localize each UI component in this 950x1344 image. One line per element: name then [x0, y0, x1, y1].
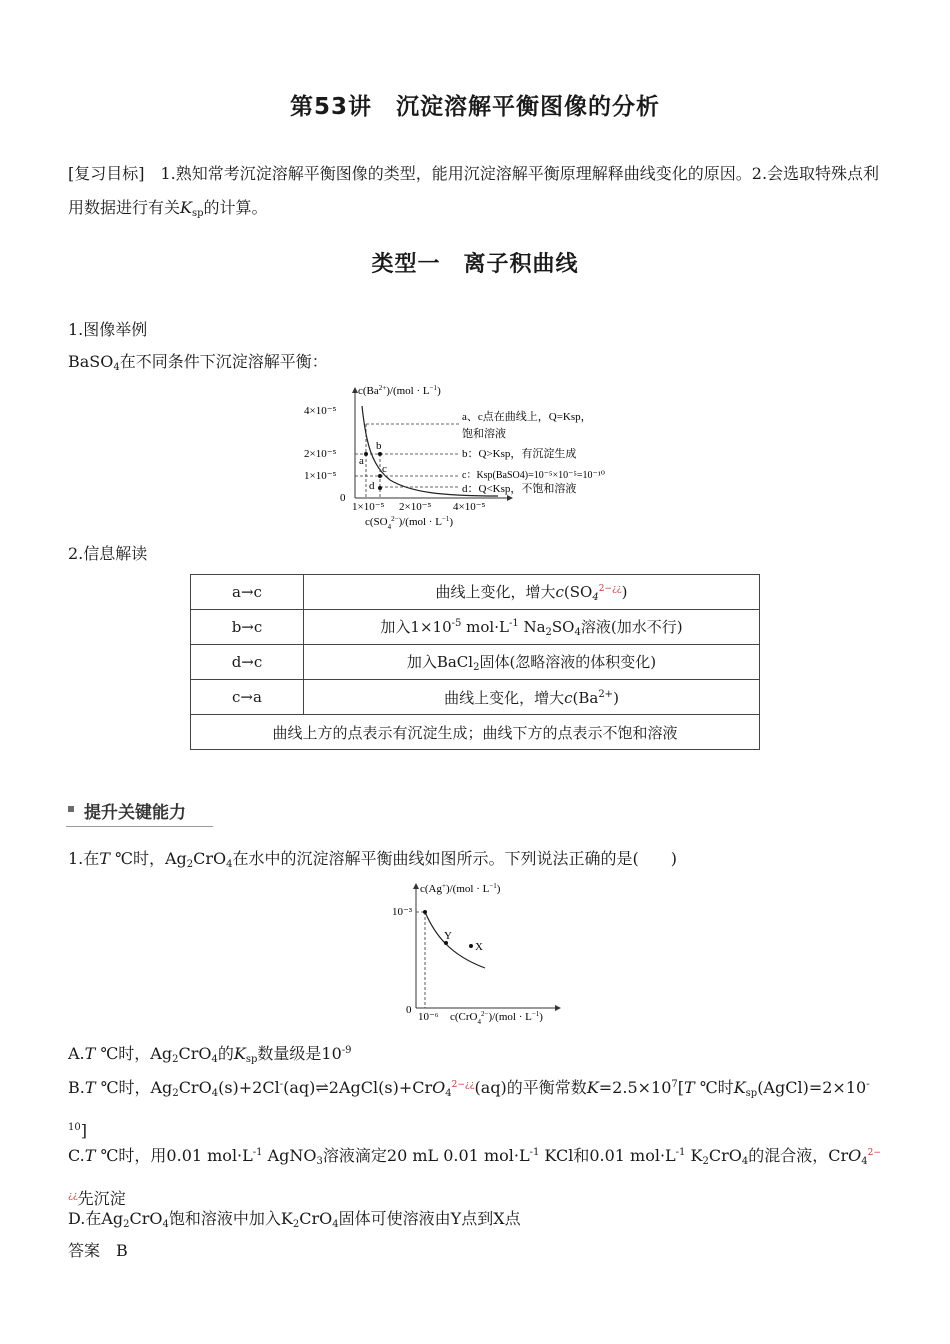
chart2-ylabel: $c(Ag^+)/(mol \cdot L^{-1})$ [420, 882, 501, 895]
answer-line [68, 1234, 883, 1268]
option-c: C.T ℃时，用0.01 $mol\cdot L^{-1}$ AgNO$_3$溶液滴定20 mL 0.01 $mol\cdot L^{-1}$ KCl和0.01 $mol\cdot L^{-1}$ $K_2CrO_4$的混合液，CrO$_4^{2-¿¿}$先沉淀 [68, 1146, 881, 1208]
answer-value: B [116, 1241, 128, 1260]
subheading-example: 1.图像举例 [68, 320, 148, 339]
answer-label: 答案 [68, 1241, 101, 1260]
point-top [423, 910, 427, 914]
section-title: 类型一 离子积曲线 [371, 252, 579, 277]
question-stem: 1.在T ℃时，$Ag_2CrO_4$在水中的沉淀溶解平衡曲线如图所示。下列说法正确的是( ) [68, 849, 678, 870]
chart1-ytick: 4×10⁻⁵ [304, 405, 337, 417]
chart1-ytick: 2×10⁻⁵ [304, 448, 337, 460]
goal-text: 1.熟知常考沉淀溶解平衡图像的类型，能用沉淀溶解平衡原理解释曲线变化的原因。2.会选取特殊点利用数据进行有关 [68, 164, 880, 217]
chart1-note: c：Ksp(BaSO4)=10⁻⁵×10⁻⁵=10⁻¹⁰ [462, 470, 605, 481]
option-d: D.在$Ag_2CrO_4$饱和溶液中加入$K_2CrO_4$固体可使溶液由Y点到X点 [68, 1209, 521, 1230]
goal-label: [复习目标] [68, 164, 145, 183]
table-footer: 曲线上方的点表示有沉淀生成；曲线下方的点表示不饱和溶液 [191, 715, 760, 750]
review-goal [68, 157, 883, 231]
chart1-xtick: 2×10⁻⁵ [399, 501, 432, 513]
chart1-note: d：Q<Ksp，不饱和溶液 [462, 483, 577, 495]
table-cell-desc: 加入$1\times 10^{-5}$ $mol\cdot L^{-1}$ $Na_2SO_4$溶液(加水不行) [304, 610, 760, 645]
point-x [469, 944, 473, 948]
baso4-equilibrium-chart [300, 384, 640, 534]
chart1-note: a、c点在曲线上，Q=Ksp， [462, 411, 592, 423]
table-row [191, 575, 760, 610]
page-title: 第53讲 沉淀溶解平衡图像的分析 [289, 94, 660, 120]
label-b: b [376, 440, 382, 452]
table-row [191, 715, 760, 750]
point-d [378, 486, 382, 490]
table-row [191, 680, 760, 715]
label-y: Y [444, 930, 452, 942]
chart2-ytick: 10⁻³ [392, 906, 413, 918]
chart1-ytick: 1×10⁻⁵ [304, 470, 337, 482]
ag2cro4-equilibrium-chart [380, 880, 580, 1030]
option-a: A.T ℃时，$Ag_2CrO_4$的$K_{sp}$数量级是$10^{-9}$ [68, 1044, 352, 1065]
table-cell-path: d→c [191, 645, 304, 680]
table-cell-desc: 加入BaCl$_2$固体(忽略溶液的体积变化) [304, 645, 760, 680]
chart1-xtick: 4×10⁻⁵ [453, 501, 486, 513]
table-row [191, 610, 760, 645]
goal-text-end: 的计算。 [203, 198, 268, 217]
chart1-note: 饱和溶液 [462, 428, 506, 440]
ksp-symbol: K [180, 198, 192, 217]
chart2-xtick: 10⁻⁶ [418, 1011, 439, 1023]
label-x: X [475, 941, 483, 953]
chart2-origin: 0 [406, 1004, 412, 1016]
label-c: c [382, 463, 387, 475]
ksp-subscript: sp [191, 208, 204, 219]
interpretation-table [190, 574, 760, 750]
table-cell-desc: 曲线上变化，增大$c(SO_4^{2-¿¿})$ [304, 575, 760, 610]
chart1-xtick: 1×10⁻⁵ [352, 501, 385, 513]
chart1-note: b：Q>Ksp，有沉淀生成 [462, 448, 577, 460]
table-cell-path: b→c [191, 610, 304, 645]
point-a [364, 452, 368, 456]
table-cell-path: c→a [191, 680, 304, 715]
chart2-curve [425, 912, 485, 968]
table-row [191, 645, 760, 680]
option-b: B.T ℃时，$Ag_2CrO_4(s)+2Cl^-(aq)\rightleftharpoons 2AgCl(s)+CrO_4^{2-¿¿}(aq)$的平衡常数$K=2.5\times 10^7[T$ ℃时$K_{sp}(AgCl)=2\times 10^{-10}$] [68, 1078, 870, 1140]
table-cell-desc: 曲线上变化，增大$c(Ba^{2+})$ [304, 680, 760, 715]
key-ability-heading: 提升关键能力 [66, 798, 213, 827]
label-d: d [369, 480, 375, 492]
point-b [378, 452, 382, 456]
label-a: a [359, 455, 364, 467]
chart1-xlabel: $c(SO_4^{2-})/(mol \cdot L^{-1})$ [365, 515, 454, 531]
baso4-intro: BaSO$_4$在不同条件下沉淀溶解平衡： [68, 352, 328, 373]
chart2-xlabel: $c(CrO_4^{2-})/(mol \cdot L^{-1})$ [450, 1010, 543, 1026]
chart1-origin: 0 [340, 492, 346, 504]
chart1-ylabel: $c(Ba^{2+})/(mol \cdot L^{-1})$ [358, 384, 441, 397]
square-bullet-icon [68, 806, 74, 812]
table-cell-path: a→c [191, 575, 304, 610]
subheading-interpretation: 2.信息解读 [68, 544, 148, 563]
